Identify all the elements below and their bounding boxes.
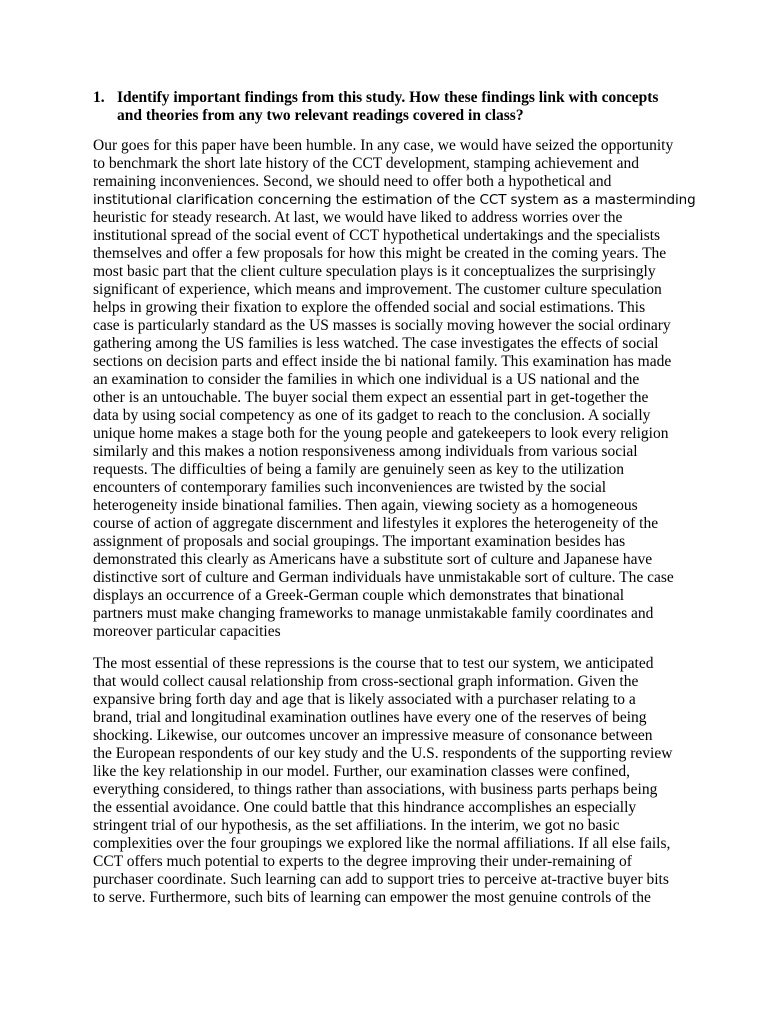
paragraph-line: institutional clarification concerning the estimation of the CCT system as a masterminding — [93, 192, 696, 208]
paragraph-line: gathering among the US families is less watched. The case investigates the effects of social — [93, 335, 659, 352]
paragraph-line: other is an untouchable. The buyer social them expect an essential part in get-together the — [93, 389, 649, 406]
paragraph-line: purchaser coordinate. Such learning can add to support tries to perceive at-tractive buyer bits — [93, 871, 669, 888]
paragraph-line: most basic part that the client culture speculation plays is it conceptualizes the surprisingly — [93, 263, 656, 280]
paragraph-line: similarly and this makes a notion responsiveness among individuals from various social — [93, 443, 638, 460]
question-number: 1. — [93, 89, 105, 106]
paragraph-2 — [93, 655, 683, 907]
paragraph-1 — [93, 137, 696, 641]
paragraph-line: heterogeneity inside binational families. Then again, viewing society as a homogeneous — [93, 497, 638, 514]
paragraph-line: The most essential of these repressions is the course that to test our system, we anticipated — [93, 655, 654, 672]
paragraph-line: course of action of aggregate discernment and lifestyles it explores the heterogeneity of the — [93, 515, 659, 532]
paragraph-line: partners must make changing frameworks to manage unmistakable family coordinates and — [93, 605, 654, 622]
paragraph-line: moreover particular capacities — [93, 623, 281, 640]
question-heading — [93, 89, 683, 125]
paragraph-line: shocking. Likewise, our outcomes uncover an impressive measure of consonance between — [93, 727, 653, 744]
paragraph-line: an examination to consider the families in which one individual is a US national and the — [93, 371, 640, 388]
paragraph-line: heuristic for steady research. At last, we would have liked to address worries over the — [93, 209, 623, 226]
paragraph-line: everything considered, to things rather than associations, with business parts perhaps being — [93, 781, 658, 798]
paragraph-line: helps in growing their fixation to explore the offended social and social estimations. This — [93, 299, 646, 316]
paragraph-line: to benchmark the short late history of the CCT development, stamping achievement and — [93, 155, 639, 172]
paragraph-line: the essential avoidance. One could battle that this hindrance accomplishes an especially — [93, 799, 637, 816]
paragraph-line: complexities over the four groupings we explored like the normal affiliations. If all else fails, — [93, 835, 671, 852]
paragraph-line: that would collect causal relationship from cross-sectional graph information. Given the — [93, 673, 639, 690]
paragraph-line: demonstrated this clearly as Americans have a substitute sort of culture and Japanese have — [93, 551, 653, 568]
paragraph-line: encounters of contemporary families such inconveniences are twisted by the social — [93, 479, 607, 496]
paragraph-line: assignment of proposals and social groupings. The important examination besides has — [93, 533, 626, 550]
paragraph-line: stringent trial of our hypothesis, as the set affiliations. In the interim, we got no basic — [93, 817, 620, 834]
question-text: Identify important findings from this study. How these findings link with concepts and theories from any two relevant readings covered in class? — [117, 89, 659, 124]
paragraph-line: distinctive sort of culture and German individuals have unmistakable sort of culture. The case — [93, 569, 674, 586]
paragraph-line: sections on decision parts and effect inside the bi national family. This examination has made — [93, 353, 672, 370]
paragraph-line: Our goes for this paper have been humble. In any case, we would have seized the opportunity — [93, 137, 674, 154]
paragraph-line: data by using social competency as one of its gadget to reach to the conclusion. A socially — [93, 407, 651, 424]
paragraph-line: significant of experience, which means and improvement. The customer culture speculation — [93, 281, 662, 298]
paragraph-line: CCT offers much potential to experts to the degree improving their under-remaining of — [93, 853, 632, 870]
paragraph-line: displays an occurrence of a Greek-German couple which demonstrates that binational — [93, 587, 625, 604]
paragraph-line: the European respondents of our key study and the U.S. respondents of the supporting review — [93, 745, 673, 762]
paragraph-line: expansive bring forth day and age that is likely associated with a purchaser relating to a — [93, 691, 636, 708]
paragraph-line: unique home makes a stage both for the young people and gatekeepers to look every religion — [93, 425, 669, 442]
paragraph-line: to serve. Furthermore, such bits of learning can empower the most genuine controls of the — [93, 889, 651, 906]
paragraph-line: case is particularly standard as the US masses is socially moving however the social ordinary — [93, 317, 671, 334]
paragraph-line: requests. The difficulties of being a family are genuinely seen as key to the utilization — [93, 461, 625, 478]
paragraph-line: brand, trial and longitudinal examination outlines have every one of the reserves of being — [93, 709, 647, 726]
paragraph-line: like the key relationship in our model. Further, our examination classes were confined, — [93, 763, 630, 780]
paragraph-line: remaining inconveniences. Second, we should need to offer both a hypothetical and — [93, 173, 612, 190]
paragraph-line: institutional spread of the social event of CCT hypothetical undertakings and the specialists — [93, 227, 661, 244]
paragraph-line: themselves and offer a few proposals for how this might be created in the coming years. The — [93, 245, 667, 262]
